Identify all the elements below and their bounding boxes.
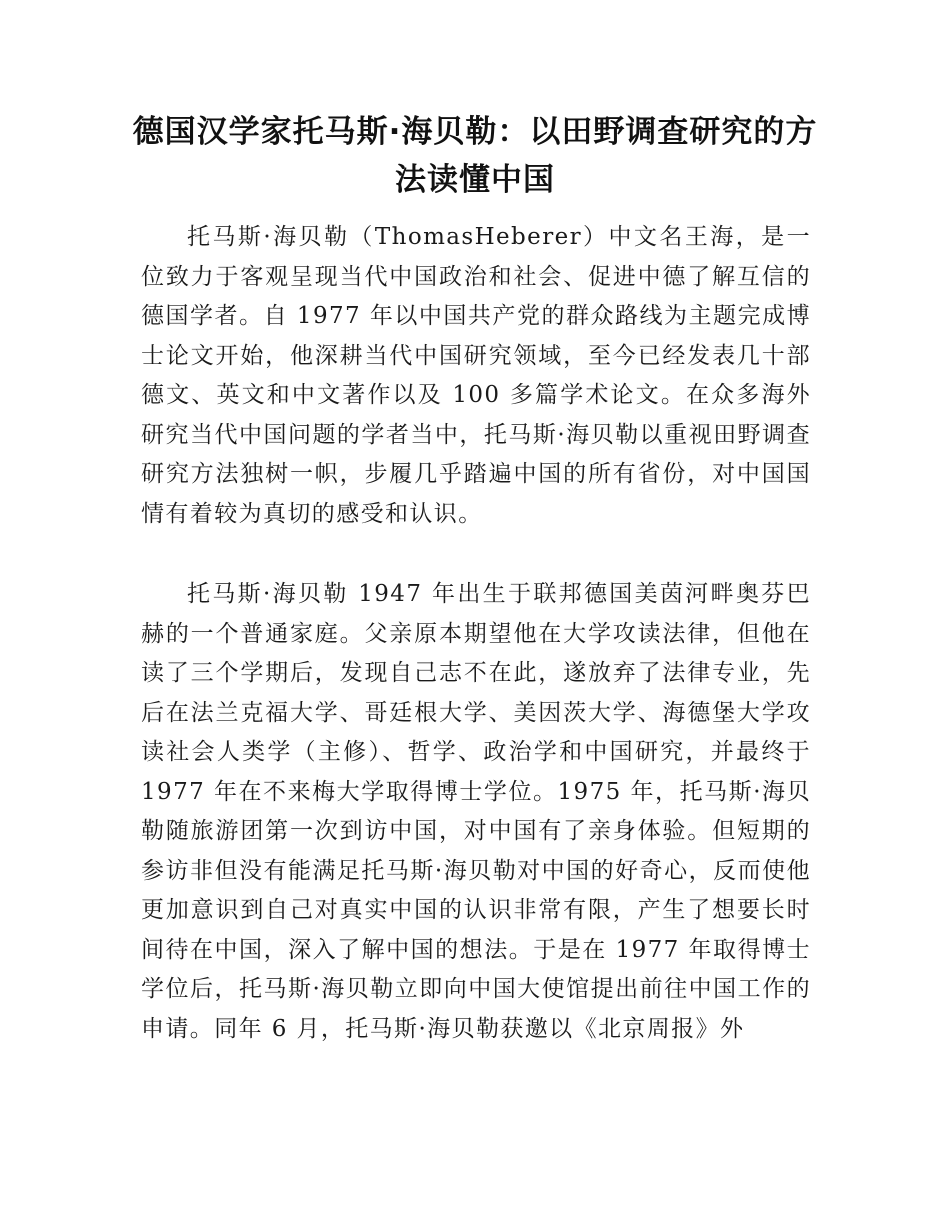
article-title: 德国汉学家托马斯·海贝勒：以田野调查研究的方法读懂中国 bbox=[132, 114, 818, 198]
paragraph-biography: 托马斯·海贝勒 1947 年出生于联邦德国美茵河畔奥芬巴赫的一个普通家庭。父亲原本期望他在大学攻读法律，但他在读了三个学期后，发现自己志不在此，遂放弃了法律专业，先后在法兰克福大学、哥廷根大学、美因茨大学、海德堡大学攻读社会人类学（主修）、哲学、政治学和中国研究，并最终于 1977 年在不来梅大学取得博士学位。1975 年，托马斯·海贝勒随旅游团第一次到访中国，对中国有了亲身体验。但短期的参访非但没有能满足托马斯·海贝勒对中国的好奇心，反而使他更加意识到自己对真实中国的认识非常有限，产生了想要长时间待在中国，深入了解中国的想法。于是在 1977 年取得博士学位后，托马斯·海贝勒立即向中国大使馆提出前往中国工作的申请。同年 6 月，托马斯·海贝勒获邀以《北京周报》外 bbox=[141, 581, 811, 1042]
paragraph-intro: 托马斯·海贝勒（ThomasHeberer）中文名王海，是一位致力于客观呈现当代中国政治和社会、促进中德了解互信的德国学者。自 1977 年以中国共产党的群众路线为主题完成博士论文开始，他深耕当代中国研究领域，至今已经发表几十部德文、英文和中文著作以及 100 多篇学术论文。在众多海外研究当代中国问题的学者当中，托马斯·海贝勒以重视田野调查研究方法独树一帜，步履几乎踏遍中国的所有省份，对中国国情有着较为真切的感受和认识。 bbox=[141, 224, 811, 527]
